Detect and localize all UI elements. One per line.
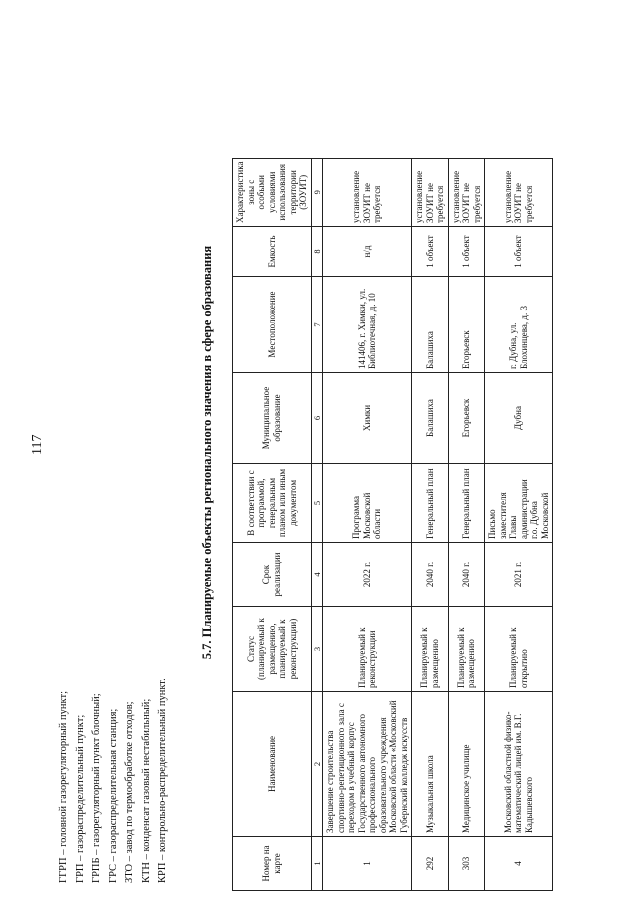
cell-map-number: 292	[412, 837, 449, 891]
legend-item: ГРС – газораспределительная станция;	[107, 708, 119, 883]
cell-document: Генеральный план	[448, 464, 485, 543]
cell-municipality: Дубна	[485, 373, 553, 464]
cell-status: Планируемый к размещению	[448, 607, 485, 692]
cell-capacity: 1 объект	[412, 227, 449, 277]
column-number: 3	[311, 607, 323, 692]
cell-zouit: установление ЗОУИТ не требуется	[485, 158, 553, 226]
cell-status: Планируемый к открытию	[485, 607, 553, 692]
cell-capacity: н/д	[323, 227, 412, 277]
legend-item: ГГРП – головной газорегуляторный пункт;	[58, 691, 69, 883]
cell-municipality: Егорьевск	[448, 373, 485, 464]
table-header-row	[233, 158, 312, 890]
cell-location: 141406, г. Химки, ул. Библиотечная, д. 10	[323, 277, 412, 373]
cell-name: Завершение строительства спортивно-репетиционного зала с переходом в учебный корпус Государственного автономного профессионального образовательного учреждения Московской области «Московский Губернский колледж искусств	[323, 692, 412, 837]
header-cell: Характеристика зоны с особыми условиями использования территории (ЗОУИТ)	[233, 158, 312, 226]
cell-map-number: 1	[323, 837, 412, 891]
header-cell: Емкость	[233, 227, 312, 277]
section-title: 5.7. Планируемые объекты регионального значения в сфере образования	[200, 245, 214, 660]
cell-capacity: 1 объект	[448, 227, 485, 277]
cell-zouit: установление ЗОУИТ не требуется	[412, 158, 449, 226]
cell-location: Балашиха	[412, 277, 449, 373]
cell-location: Егорьевск	[448, 277, 485, 373]
cell-name: Музыкальная школа	[412, 692, 449, 837]
column-number-row	[311, 158, 323, 890]
cell-name: Московский областной физико-математический лицей им. В.Г. Кадышевского	[485, 692, 553, 837]
cell-document: Письмо заместителя Главы администрации г.о. Дубна Московской	[485, 464, 553, 543]
header-cell: Наименование	[233, 692, 312, 837]
cell-zouit: установление ЗОУИТ не требуется	[323, 158, 412, 226]
legend-item: ЗТО – завод по термообработке отходов;	[124, 701, 135, 883]
cell-name: Медицинское училище	[448, 692, 485, 837]
abbreviation-legend	[56, 678, 172, 883]
legend-item: ГРП – газораспределительный пункт;	[74, 714, 86, 883]
cell-status: Планируемый к размещению	[412, 607, 449, 692]
column-number: 7	[311, 277, 323, 373]
column-number: 9	[311, 158, 323, 226]
cell-location: г. Дубна, ул. Блохинцева, д. 3	[485, 277, 553, 373]
header-cell: В соответствии с программой, генеральным планом или иным документом	[233, 464, 312, 543]
column-number: 6	[311, 373, 323, 464]
header-cell: Номер на карте	[233, 837, 312, 891]
cell-municipality: Химки	[323, 373, 412, 464]
legend-item: КРП – контрольно-распределительный пункт.	[157, 678, 168, 883]
cell-deadline: 2040 г.	[448, 543, 485, 607]
legend-item: ГРПБ – газорегуляторный пункт блочный;	[91, 693, 102, 883]
cell-capacity: 1 объект	[485, 227, 553, 277]
cell-zouit: установление ЗОУИТ не требуется	[448, 158, 485, 226]
table-row	[412, 158, 449, 890]
column-number: 8	[311, 227, 323, 277]
objects-table	[232, 158, 553, 891]
header-cell: Срок реализации	[233, 543, 312, 607]
cell-deadline: 2021 г.	[485, 543, 553, 607]
cell-map-number: 4	[485, 837, 553, 891]
table-row	[485, 158, 553, 890]
column-number: 5	[311, 464, 323, 543]
cell-status: Планируемый к реконструкции	[323, 607, 412, 692]
page-number: 117	[30, 434, 45, 455]
table-row	[323, 158, 412, 890]
cell-map-number: 303	[448, 837, 485, 891]
header-cell: Муниципальное образование	[233, 373, 312, 464]
legend-item: КТН – конденсат газовый нестабильный;	[140, 698, 152, 883]
column-number: 2	[311, 692, 323, 837]
cell-deadline: 2022 г.	[323, 543, 412, 607]
table-row	[448, 158, 485, 890]
cell-document: Генеральный план	[412, 464, 449, 543]
column-number: 1	[311, 837, 323, 891]
header-cell: Статус (планируемый к размещению, планируемый к реконструкции)	[233, 607, 312, 692]
column-number: 4	[311, 543, 323, 607]
cell-document: Программа Московской области	[323, 464, 412, 543]
header-cell: Местоположение	[233, 277, 312, 373]
cell-deadline: 2040 г.	[412, 543, 449, 607]
cell-municipality: Балашиха	[412, 373, 449, 464]
